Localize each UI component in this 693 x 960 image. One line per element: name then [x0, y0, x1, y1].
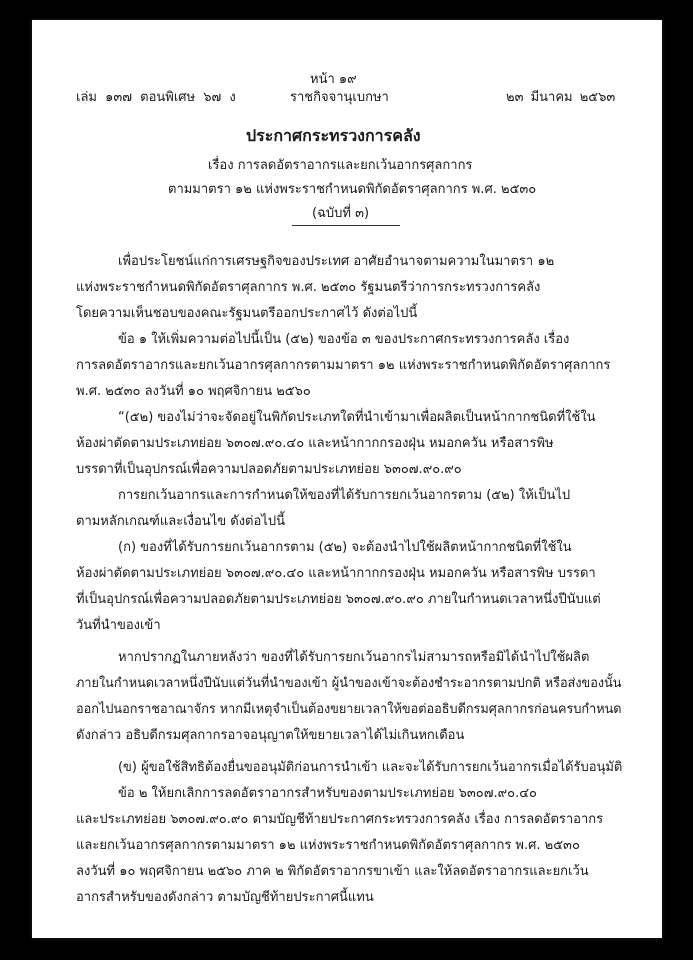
body-line: หากปรากฏในภายหลังว่า ของที่ได้รับการยกเว้นอากรไม่สามารถหรือมิได้นำไปใช้ผลิต — [118, 650, 590, 665]
document-page — [32, 20, 662, 938]
body-line: ภายในกำหนดเวลาหนึ่งปีนับแต่วันที่นำของเข้า ผู้นำของเข้าจะต้องชำระอากรตามปกติ หรือส่งของนั้น — [76, 676, 622, 691]
body-line: (ข) ผู้ขอใช้สิทธิต้องยื่นขออนุมัติก่อนการนำเข้า และจะได้รับการยกเว้นอากรเมื่อได้รับอนุมัติ — [118, 760, 623, 775]
body-line: ห้องผ่าตัดตามประเภทย่อย ๖๓๐๗.๙๐.๔๐ และหน้ากากกรองฝุ่น หมอกควัน หรือสารพิษ บรรดา — [76, 566, 596, 581]
page-number: หน้า ๑๙ — [310, 72, 357, 87]
announcement-subject: เรื่อง การลดอัตราอากรและยกเว้นอากรศุลกากร — [208, 158, 473, 173]
body-line: วันที่นำของเข้า — [76, 618, 161, 633]
publication-date: ๒๓ มีนาคม ๒๕๖๓ — [506, 90, 616, 105]
announcement-title: ประกาศกระทรวงการคลัง — [246, 126, 421, 145]
body-line: ข้อ ๑ ให้เพิ่มความต่อไปนี้เป็น (๕๒) ของข้อ ๓ ของประกาศกระทรวงการคลัง เรื่อง — [118, 332, 570, 347]
volume-info: เล่ม ๑๓๗ ตอนพิเศษ ๖๗ ง — [76, 90, 236, 105]
body-line: การลดอัตราอากรและยกเว้นอากรศุลกากรตามมาตรา ๑๒ แห่งพระราชกำหนดพิกัดอัตราศุลกากร — [76, 358, 611, 373]
announcement-edition: (ฉบับที่ ๓) — [312, 206, 370, 221]
body-line: บรรดาที่เป็นอุปกรณ์เพื่อความปลอดภัยตามประเภทย่อย ๖๓๐๗.๙๐.๙๐ — [76, 462, 462, 477]
body-line: ออกไปนอกราชอาณาจักร หากมีเหตุจำเป็นต้องขยายเวลาให้ขอต่ออธิบดีกรมศุลกากรก่อนครบกำหนด — [76, 702, 622, 717]
body-line: พ.ศ. ๒๕๓๐ ลงวันที่ ๑๐ พฤศจิกายน ๒๕๖๐ — [76, 384, 311, 399]
body-line: (ก) ของที่ได้รับการยกเว้นอากรตาม (๕๒) จะต้องนำไปใช้ผลิตหน้ากากชนิดที่ใช้ใน — [118, 540, 572, 555]
body-line: อากรสำหรับของดังกล่าว ตามบัญชีท้ายประกาศนี้แทน — [76, 890, 374, 905]
body-line: การยกเว้นอากรและการกำหนดให้ของที่ได้รับการยกเว้นอากรตาม (๕๒) ให้เป็นไป — [118, 488, 571, 503]
body-line: ที่เป็นอุปกรณ์เพื่อความปลอดภัยตามประเภทย่อย ๖๓๐๗.๙๐.๙๐ ภายในกำหนดเวลาหนึ่งปีนับแต่ — [76, 592, 601, 607]
title-divider — [292, 225, 400, 226]
body-line: แห่งพระราชกำหนดพิกัดอัตราศุลกากร พ.ศ. ๒๕๓๐ รัฐมนตรีว่าการกระทรวงการคลัง — [76, 280, 541, 295]
body-line: ดังกล่าว อธิบดีกรมศุลกากรอาจอนุญาตให้ขยายเวลาได้ไม่เกินหกเดือน — [76, 728, 465, 743]
announcement-section: ตามมาตรา ๑๒ แห่งพระราชกำหนดพิกัดอัตราศุลกากร พ.ศ. ๒๕๓๐ — [168, 182, 537, 197]
body-line: เพื่อประโยชน์แก่การเศรษฐกิจของประเทศ อาศัยอำนาจตามความในมาตรา ๑๒ — [118, 254, 555, 269]
body-line: ลงวันที่ ๑๐ พฤศจิกายน ๒๕๖๐ ภาค ๒ พิกัดอัตราอากรขาเข้า และให้ลดอัตราอากรและยกเว้น — [76, 864, 589, 879]
body-line: “(๕๒) ของไม่ว่าจะจัดอยู่ในพิกัดประเภทใดที่นำเข้ามาเพื่อผลิตเป็นหน้ากากชนิดที่ใช้ใน — [118, 410, 596, 425]
body-line: และยกเว้นอากรศุลกากรตามมาตรา ๑๒ แห่งพระราชกำหนดพิกัดอัตราศุลกากร พ.ศ. ๒๕๓๐ — [76, 838, 580, 853]
body-line: โดยความเห็นชอบของคณะรัฐมนตรีออกประกาศไว้ ดังต่อไปนี้ — [76, 306, 418, 321]
body-line: ตามหลักเกณฑ์และเงื่อนไข ดังต่อไปนี้ — [76, 514, 285, 529]
body-line: ข้อ ๒ ให้ยกเลิกการลดอัตราอากรสำหรับของตามประเภทย่อย ๖๓๐๗.๙๐.๔๐ — [118, 786, 537, 801]
gazette-name: ราชกิจจานุเบกษา — [290, 90, 389, 105]
body-line: และประเภทย่อย ๖๓๐๗.๙๐.๙๐ ตามบัญชีท้ายประกาศกระทรวงการคลัง เรื่อง การลดอัตราอากร — [76, 812, 604, 827]
body-line: ห้องผ่าตัดตามประเภทย่อย ๖๓๐๗.๙๐.๔๐ และหน้ากากกรองฝุ่น หมอกควัน หรือสารพิษ — [76, 436, 554, 451]
